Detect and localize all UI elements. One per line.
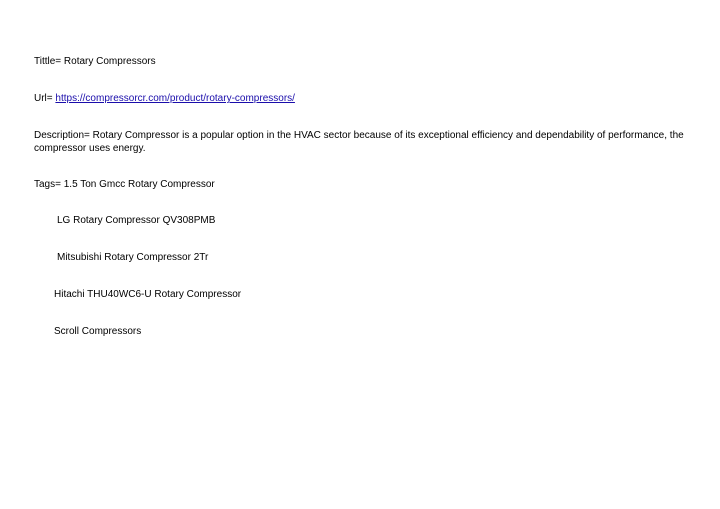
url-line <box>34 92 295 105</box>
tags-line <box>34 178 215 191</box>
tag-item: Mitsubishi Rotary Compressor 2Tr <box>57 252 209 263</box>
tags-label: Tags= <box>34 179 61 190</box>
url-link[interactable]: https://compressorcr.com/product/rotary-compressors/ <box>55 93 295 104</box>
url-label: Url= <box>34 93 53 104</box>
description-label: Description= <box>34 130 90 141</box>
title-line <box>34 55 156 68</box>
tag-item: 1.5 Ton Gmcc Rotary Compressor <box>63 179 215 190</box>
title-value: Rotary Compressors <box>63 56 156 67</box>
tag-item: Scroll Compressors <box>54 326 142 337</box>
description-paragraph <box>34 129 694 155</box>
title-label: Tittle= <box>34 56 62 67</box>
tag-item: Hitachi THU40WC6-U Rotary Compressor <box>54 289 242 300</box>
description-value: Rotary Compressor is a popular option in the HVAC sector because of its exceptional efficiency and dependability of performance, the compressor uses energy. <box>34 130 684 154</box>
tag-item: LG Rotary Compressor QV308PMB <box>57 215 216 226</box>
